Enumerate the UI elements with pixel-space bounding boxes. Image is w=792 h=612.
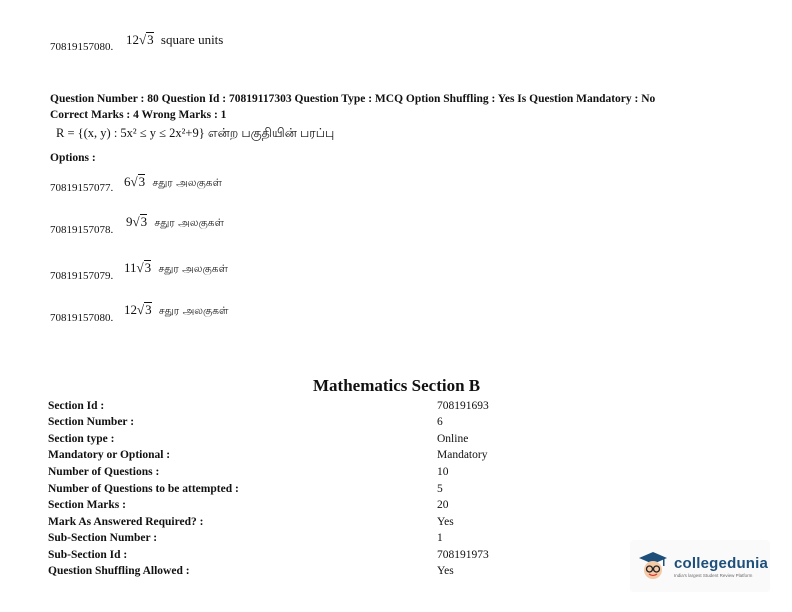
question-meta-line1: Question Number : 80 Question Id : 70819117303 Question Type : MCQ Option Shuffling : Yes Is Question Mandatory : No [50,93,656,105]
option-answer[interactable] [124,302,228,318]
row-label: Mandatory or Optional : [48,449,171,461]
row-label: Sub-Section Id : [48,549,128,561]
section-heading: Mathematics Section B [313,376,481,395]
row-value: Mandatory [437,449,488,461]
row-value: 10 [437,466,449,478]
row-label: Section Marks : [48,499,126,511]
option-id: 70819157079. [50,270,114,282]
option-answer[interactable] [124,260,228,276]
row-value: 1 [437,532,443,544]
logo-tagline: India's largest Student Review Platform [674,572,753,578]
unit-text: square units [160,32,224,47]
row-value: 6 [437,416,443,428]
unit-text: சதுர அலகுகள் [152,177,222,189]
row-label: Sub-Section Number : [48,532,158,544]
coefficient: 12 [126,32,139,47]
option-id: 70819157080. [50,312,114,324]
options-label: Options : [50,152,96,164]
unit-text: சதுர அலகுகள் [158,305,229,317]
coefficient: 9 [126,214,133,229]
prev-option-id: 70819157080. [50,41,114,53]
collegedunia-logo [630,540,770,592]
row-value: Online [437,433,469,445]
square-root: √ 3 [130,174,146,189]
coefficient: 6 [124,174,131,189]
row-value: 20 [437,499,449,511]
row-label: Number of Questions : [48,466,160,478]
coefficient: 12 [124,302,137,317]
row-label: Question Shuffling Allowed : [48,565,190,577]
question-meta-line2: Correct Marks : 4 Wrong Marks : 1 [50,109,227,121]
logo-name: collegedunia [674,554,769,572]
option-answer[interactable] [124,174,222,190]
row-label: Number of Questions to be attempted : [48,483,239,495]
question-text: R = {(x, y) : 5x² ≤ y ≤ 2x²+9} என்ற பகுதியின் பரப்பு [56,126,335,140]
unit-text: சதுர அலகுகள் [158,263,228,275]
prev-option-answer [126,32,223,48]
graduate-mascot-icon [636,549,670,583]
unit-text: சதுர அலகுகள் [154,217,224,229]
square-root: √ 3 [137,302,152,317]
option-answer[interactable] [126,214,224,230]
option-id: 70819157078. [50,224,114,236]
row-value: Yes [437,565,454,577]
coefficient: 11 [124,260,137,275]
row-value: Yes [437,516,454,528]
row-label: Section Number : [48,416,135,428]
row-label: Section Id : [48,400,105,412]
row-value: 5 [437,483,443,495]
row-value: 708191973 [437,549,489,561]
square-root: √ 3 [136,260,152,275]
option-id: 70819157077. [50,182,114,194]
row-value: 708191693 [437,400,489,412]
square-root: √ 3 [139,32,154,47]
row-label: Section type : [48,433,115,445]
square-root: √ 3 [132,214,148,229]
row-label: Mark As Answered Required? : [48,516,204,528]
